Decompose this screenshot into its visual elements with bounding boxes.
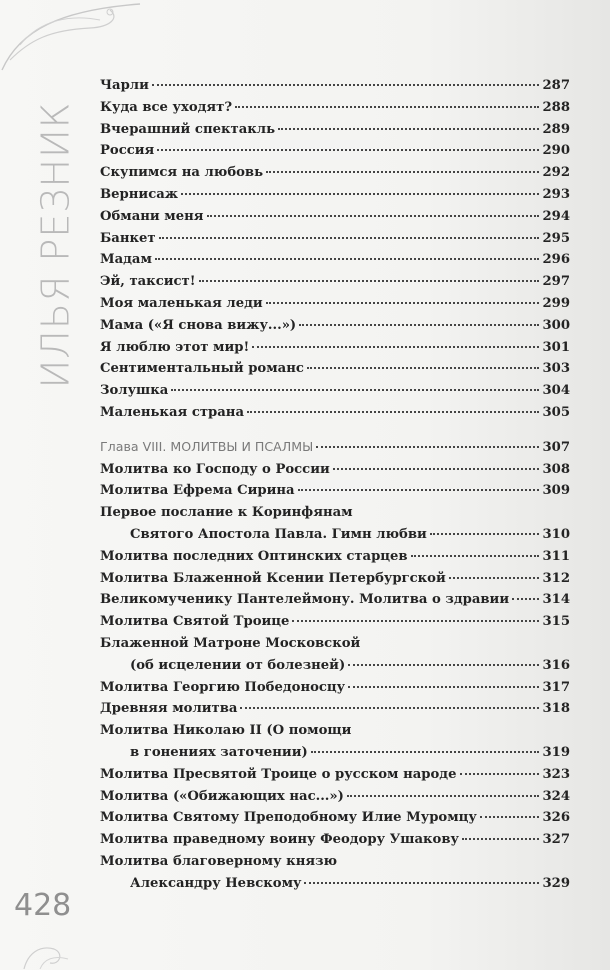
toc-entry-continuation[interactable]: (об исцелении от болезней) 316 (130, 657, 570, 673)
toc-entry[interactable]: Куда все уходят? 288 (100, 99, 570, 115)
toc-entry[interactable]: Молитва последних Оптинских старцев 311 (100, 548, 570, 564)
toc-entry-first-line[interactable]: Молитва благоверному князю (100, 853, 338, 869)
toc-entry[interactable]: Великомученику Пантелеймону. Молитва о здравии 314 (100, 592, 570, 608)
toc-entry[interactable]: Древняя молитва 318 (100, 701, 570, 717)
toc-entry[interactable]: Сентиментальный романс 303 (100, 361, 570, 377)
toc-entry[interactable]: Вчерашний спектакль 289 (100, 121, 570, 137)
toc-entry[interactable]: Чарли 287 (100, 78, 570, 93)
book-author-title (26, 80, 84, 410)
toc-entry-continuation[interactable]: Александру Невскому 329 (130, 875, 570, 891)
toc-entry[interactable]: Мама («Я снова вижу...») 300 (100, 317, 570, 333)
toc-entry[interactable]: Молитва Пресвятой Троице о русском народе 323 (100, 766, 570, 782)
toc-entry[interactable]: Маленькая страна 305 (100, 404, 570, 420)
page-number: 428 (14, 888, 72, 923)
toc-entry[interactable]: Я люблю этот мир! 301 (100, 339, 570, 355)
toc-entry[interactable]: Скупимся на любовь 292 (100, 165, 570, 181)
toc-entry[interactable]: Молитва Святой Троице 315 (100, 614, 570, 630)
toc-entry-continuation[interactable]: в гонениях заточении) 319 (130, 744, 570, 760)
toc-entry-continuation[interactable]: Святого Апостола Павла. Гимн любви 310 (130, 526, 570, 542)
toc-entry[interactable]: Молитва Блаженной Ксении Петербургской 312 (100, 570, 570, 586)
toc-entry[interactable]: Молитва Ефрема Сирина 309 (100, 483, 570, 499)
toc-entry[interactable]: Обмани меня 294 (100, 208, 570, 224)
toc-entry[interactable]: Вернисаж 293 (100, 186, 570, 202)
toc-chapter-heading[interactable]: Глава VIII. МОЛИТВЫ И ПСАЛМЫ 307 (100, 438, 570, 455)
toc-entry[interactable]: Молитва Святому Преподобному Илие Муромцу 326 (100, 810, 570, 826)
corner-ornament-bottom (20, 935, 80, 969)
toc-entry[interactable]: Моя маленькая леди 299 (100, 295, 570, 311)
corner-ornament-top (0, 0, 150, 80)
toc-entry[interactable]: Эй, таксист! 297 (100, 274, 570, 290)
toc-entry[interactable]: Молитва ко Господу о России 308 (100, 461, 570, 477)
toc-entry-first-line[interactable]: Блаженной Матроне Московской (100, 635, 361, 651)
toc-entry[interactable]: Молитва («Обижающих нас...») 324 (100, 788, 570, 804)
toc-entry[interactable]: Молитва Георгию Победоносцу 317 (100, 679, 570, 695)
table-of-contents (100, 75, 570, 894)
toc-entry[interactable]: Россия 290 (100, 143, 570, 159)
toc-entry-first-line[interactable]: Первое послание к Коринфянам (100, 505, 353, 521)
toc-entry[interactable]: Молитва праведному воину Феодору Ушакову 327 (100, 832, 570, 848)
toc-entry-first-line[interactable]: Молитва Николаю II (О помощи (100, 723, 352, 739)
toc-entry[interactable]: Банкет 295 (100, 230, 570, 246)
toc-entry[interactable]: Мадам 296 (100, 252, 570, 268)
toc-entry[interactable]: Золушка 304 (100, 383, 570, 399)
book-author-title-text: ИЛЬЯ РЕЗНИК (33, 101, 77, 389)
